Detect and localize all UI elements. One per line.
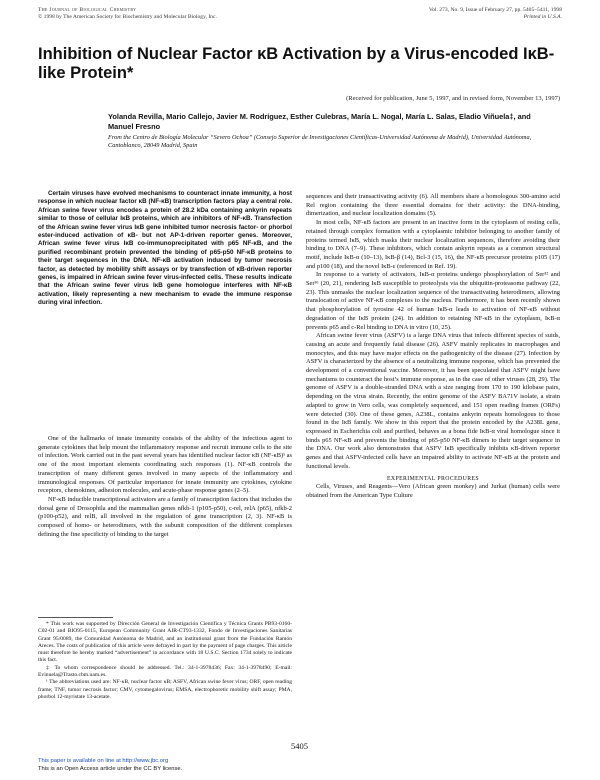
page-number: 5405 — [291, 741, 308, 751]
online-availability-link[interactable]: This paper is available on line at http://www.jbc.org — [38, 758, 169, 764]
footnote-abbreviations: ¹ The abbreviations used are: NF-κB, nuclear factor κB; ASFV, African swine fever virus; ORF, open reading frame; TNF, tumor necrosis factor; CMV, cytomegalovirus; EMSA, electrophoretic mobility shift assay; PMA, phorbol 12-myristate 13-acetate. — [38, 679, 292, 700]
body-paragraph: In response to a variety of activators, IκB-α proteins undergo phosphorylation of Ser³² and Ser³⁶ (20, 21), rendering IκB susceptible to proteolysis via the ubiquitin-proteasome pathway (22, 23). This unmasks the nuclear localization sequence of the transactivating heterodimers, allowing translocation of active NF-κB complexes to the nucleus. Furthermore, it has been recently shown that phosphorylation of tyrosine 42 of human IκB-α leads to activation of NF-κB without degradation of the IκB protein (24). In addition to retaining NF-κB in the cytoplasm, IκB-α prevents p65 and c-Rel binding to DNA in vitro (10, 25). — [306, 271, 560, 331]
affiliation: From the Centro de Biología Molecular “Severo Ochoa” (Consejo Superior de Investigaciones Científicas-Universidad Autónoma de Madrid), Universidad Autónoma, Cantoblanco, 28049 Madrid, Spain — [108, 134, 532, 150]
footnote-funding: * This work was supported by Dirección General de Investigación Científica y Técnica Grants PB93-0160-C02-01 and BIO95-0115, European Community Grant AIR-CT93-1332, Fondo de Investigaciones Sanitarias Grant 95/0089, the Comunidad Autónoma de Madrid, and an institutional grant from the Fundación Ramón Areces. The costs of publication of this article were defrayed in part by the payment of page charges. This article must therefore be hereby marked “advertisement” in accordance with 18 U.S.C. Section 1734 solely to indicate this fact. — [38, 621, 292, 664]
issue-header — [429, 7, 562, 21]
author-list: Yolanda Revilla, Mario Callejo, Javier M. Rodríguez, Esther Culebras, María L. Nogal, María L. Salas, Eladio Viñuela‡, and Manuel Fresno — [108, 112, 531, 131]
printed-line: Printed in U.S.A. — [523, 14, 562, 20]
footnotes — [38, 621, 292, 701]
body-paragraph: sequences and their transactivating activity (6). All members share a homologous 300-amino acid Rel region containing the three essential domains for their activity: the DNA-binding, dimerization, and nuclear localization domains (5). — [306, 193, 560, 218]
copyright-line: © 1998 by The American Society for Biochemistry and Molecular Biology, Inc. — [38, 14, 217, 20]
footnote-correspondence: ‡ To whom correspondence should be addressed. Tel.: 34-1-3978436; Fax: 34-1-3978490; E-mail: Evinuela@Trasto.cbm.uam.es. — [38, 664, 292, 679]
page-footer — [38, 757, 560, 773]
section-heading: EXPERIMENTAL PROCEDURES — [386, 475, 480, 482]
methods-paragraph: Cells, Viruses, and Reagents—Vero (African green monkey) and Jurkat (human) cells were obtained from the American Type Culture — [306, 483, 560, 499]
journal-header — [38, 7, 217, 21]
received-dates: (Received for publication, June 5, 1997, and in revised form, November 13, 1997) — [346, 95, 560, 102]
body-paragraph: In most cells, NF-κB factors are present in an inactive form in the cytoplasm of resting cells, retained through complex formation with a cytoplasmic inhibitor belonging to another family of proteins termed IκB, which masks their nuclear localization sequences, therefore avoiding their binding to DNA (7–9). These inhibitors, which contain ankyrin repeats as a common structural motif, include IκB-α (10–13), IκB-β (14), Bcl-3 (15, 16), the NF-κB precursor proteins p105 (17) and p100 (18), and the novel IκB-ε (referenced in Ref. 19). — [306, 219, 560, 270]
license-note: This is an Open Access article under the CC BY license. — [38, 766, 183, 772]
issue-line: Vol. 273, No. 9, Issue of February 27, pp. 5405–5411, 1998 — [428, 7, 562, 13]
footnote-divider — [38, 617, 113, 618]
right-column-body — [306, 193, 560, 501]
journal-name: The Journal of Biological Chemistry — [38, 7, 137, 13]
body-paragraph: African swine fever virus (ASFV) is a large DNA virus that infects different species of suids, causing an acute and frequently fatal disease (26). ASFV mainly replicates in macrophages and monocytes, and this may have major effects on the pathogenicity of the disease (27). Infection by ASFV is characterized by the absence of a neutralizing immune response, which has prevented the development of a conventional vaccine. Moreover, it has been speculated that ASFV might have mechanisms to counteract the host’s immune response, as in the case of other viruses (28, 29). The genome of ASFV is a double-stranded DNA with a size ranging from 170 to 190 kilobase pairs, depending on the virus strain. Recently, the entire genome of the ASFV BA71V isolate, a strain adapted to grow in Vero cells, was completely sequenced, and 151 open reading frames (ORFs) were detected (30). One of these genes, A238L, contains ankyrin repeats homologous to those found in the IκB family. We show in this report that the protein encoded by the A238L gene, expressed in Escherichia coli and purified, behaves as a bona fide IκB-α viral homologue since it binds p65 NF-κB and prevents the binding of p65-p50 NF-κB dimers to their target sequence in the DNA. Our work also demonstrates that ASFV IκB specifically inhibits κB-driven reporter genes and that ASFV-infected cells have an impaired ability to activate NF-κB at the protein and functional levels. — [306, 332, 560, 470]
abstract: Certain viruses have evolved mechanisms to counteract innate immunity, a host response in which nuclear factor κB (NF-κB) transcription factors play a central role. African swine fever virus encodes a protein of 28.2 kDa containing ankyrin repeats similar to those of cellular IκB proteins, which are inhibitors of NF-κB. Transfection of the African swine fever virus IκB gene inhibited tumor necrosis factor- or phorbol ester-induced activation of κB- but not AP-1-driven reporter genes. Moreover, African swine fever virus IκB co-immunoprecipitated with p65 NF-κB, and the purified recombinant protein prevented the binding of p65-p50 NF-κB proteins to their target sequences in the DNA. NF-κB activation induced by tumor necrosis factor, as detected by mobility shift assays or by transfection of κB-driven reporter genes, is impaired in African swine fever virus-infected cells. These results indicate that the African swine fever virus IκB gene homologue interferes with NF-κB activation, likely representing a new mechanism to evade the immune response during viral infection. — [38, 190, 292, 307]
article-title: Inhibition of Nuclear Factor κB Activation by a Virus-encoded IκB-like Protein* — [38, 45, 555, 82]
left-column-body — [38, 435, 292, 539]
body-paragraph: One of the hallmarks of innate immunity consists of the ability of the infectious agent to generate cytokines that help mount the inflammatory response and recruit immune cells to the site of infection. Work carried out in the past several years has identified nuclear factor κB (NF-κB)¹ as one of the most important elements coordinating such responses (1). NF-κB controls the transcription of many different genes involved in many aspects of the inflammatory and immunological responses. Of particular importance for innate immunity are cytokines, cytokine receptors, chemokines, adhesion molecules, and acute-phase response genes (2–5). — [38, 435, 292, 495]
body-paragraph: NF-κB inducible transcriptional activators are a family of transcription factors that includes the dorsal gene of Drosophila and the mammalian genes nfkb-1 (p105-p50), c-rel, relA (p65), nfkb-2 (p100-p52), and relB, all involved in the regulation of gene transcription (2, 3). NF-κB is composed of homo- or heterodimers, with the subunit composition of the different complexes defining the fine specificity of binding to the target — [38, 495, 292, 538]
